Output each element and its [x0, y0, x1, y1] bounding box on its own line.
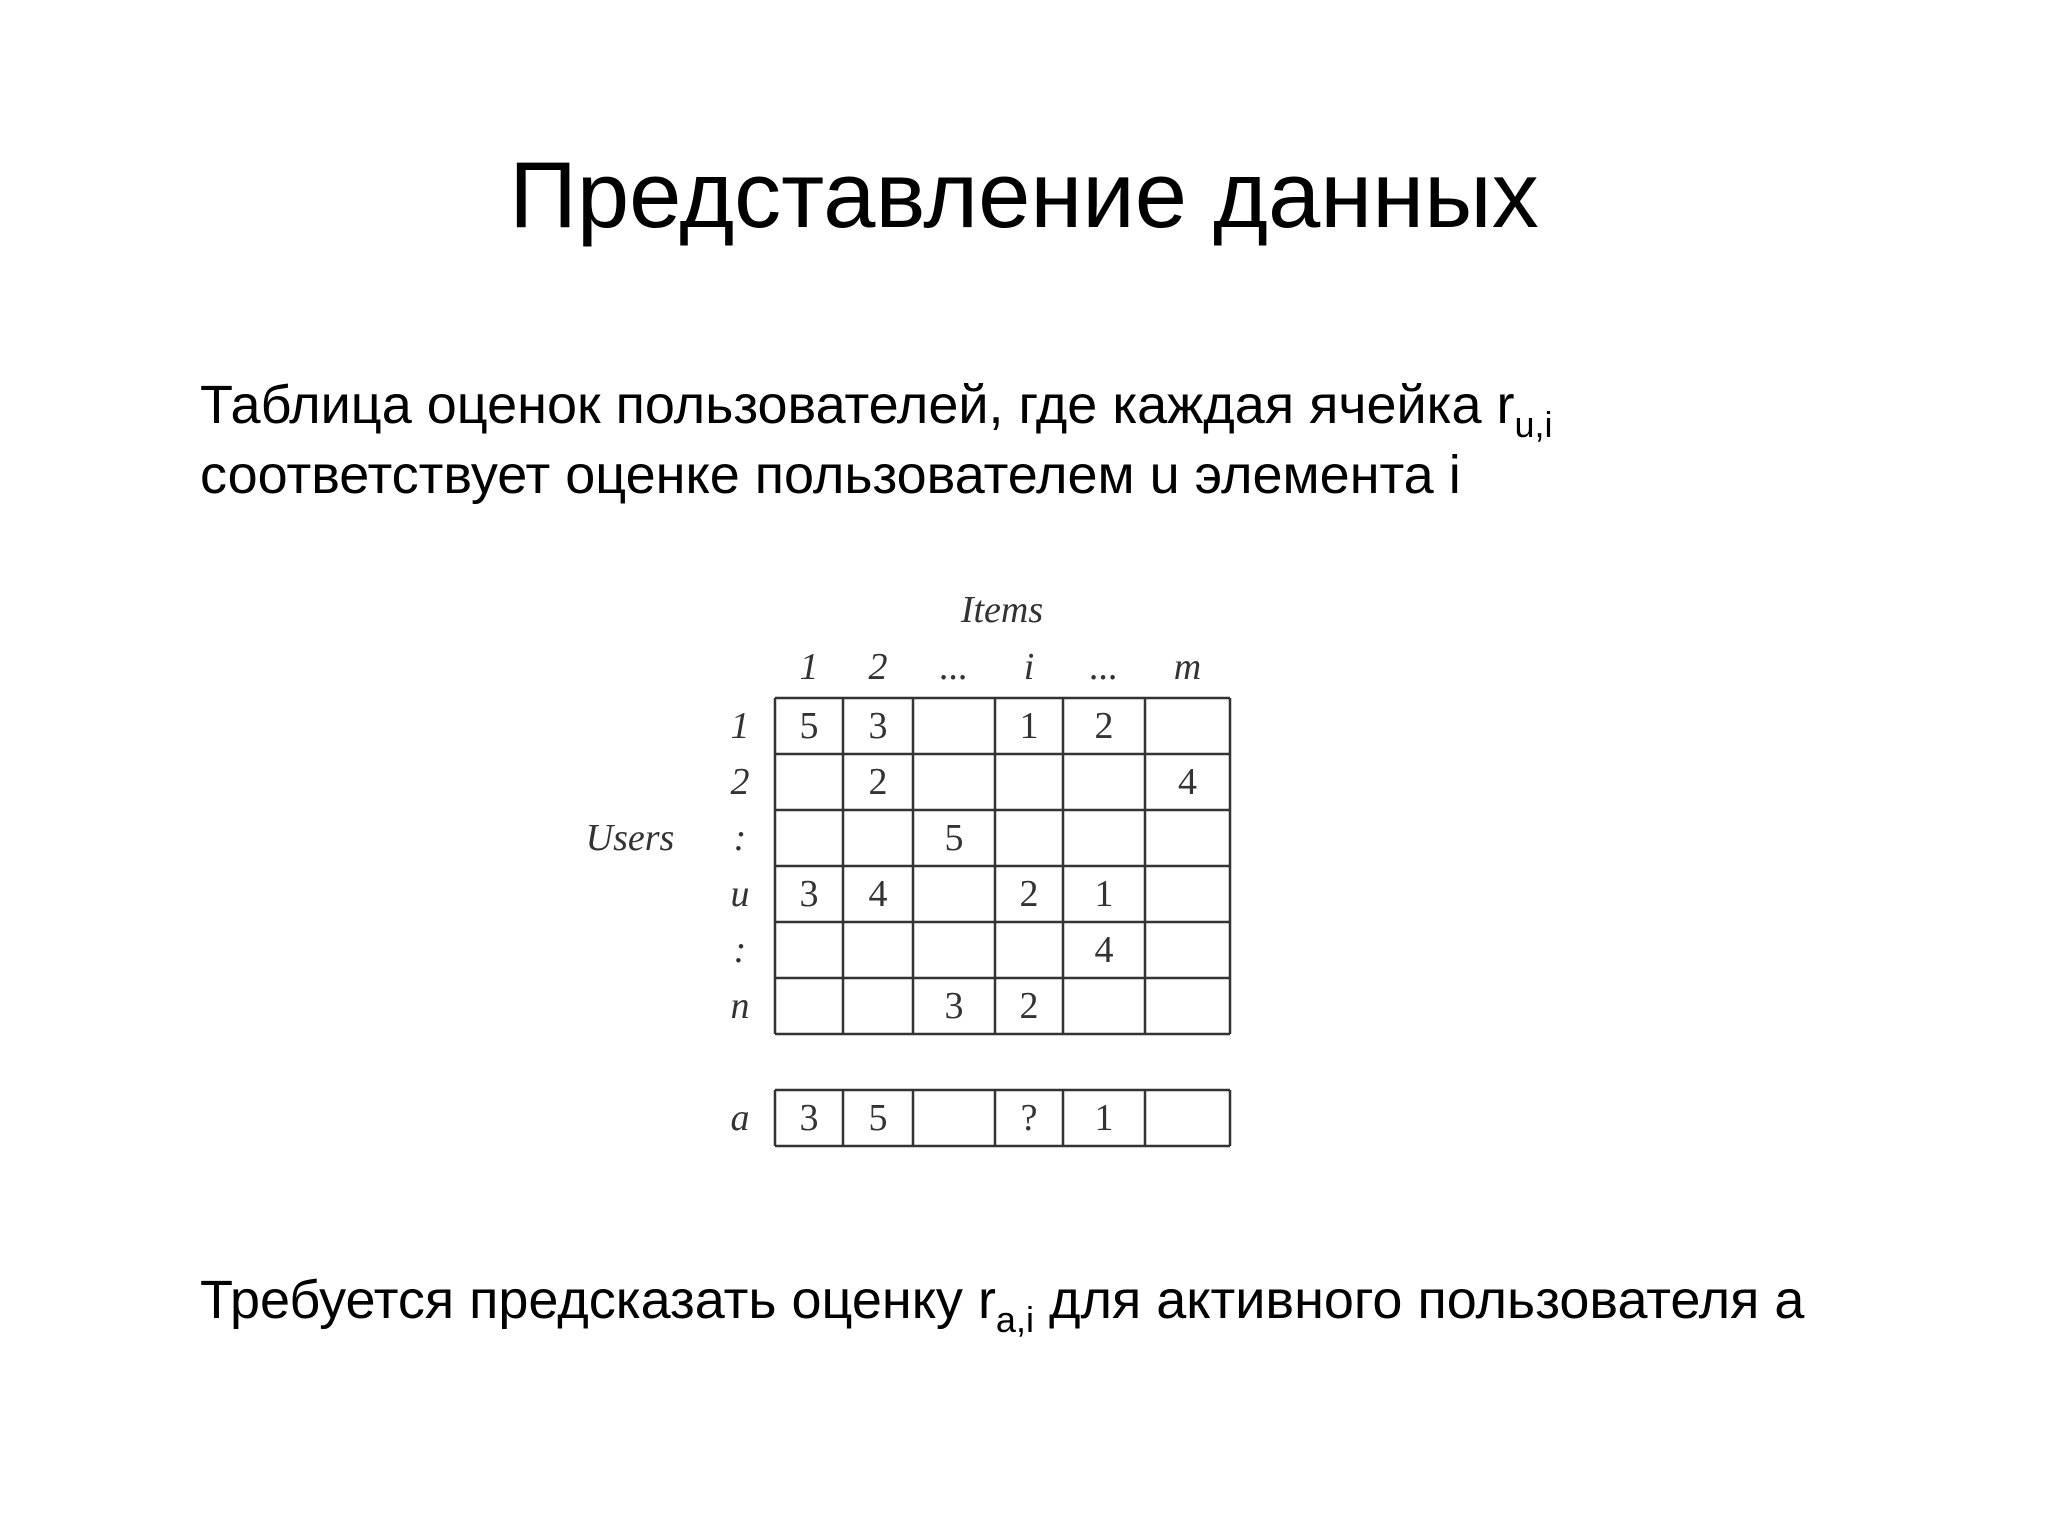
rating-cell-value: 2: [1019, 873, 1039, 915]
column-label: ...: [1089, 646, 1119, 688]
bottom-subscript: a,i: [995, 1299, 1034, 1340]
rating-cell-value: 2: [1019, 985, 1039, 1027]
active-rating-value: 3: [799, 1097, 819, 1139]
active-row-label: a: [730, 1097, 750, 1139]
intro-line-2: соответствует оценке пользователем u элемента i: [200, 445, 1461, 505]
row-label: :: [733, 817, 747, 859]
bottom-text-after: для активного пользователя a: [1033, 1270, 1805, 1330]
rating-matrix-figure: [540, 575, 1260, 1175]
row-label: u: [730, 873, 750, 915]
users-axis-label: Users: [585, 817, 675, 859]
intro-line-1: [200, 370, 1553, 445]
rating-cell-value: 1: [1094, 873, 1114, 915]
slide-title: Представление данных: [509, 142, 1539, 247]
bottom-text: [200, 1265, 1805, 1340]
column-label: m: [1173, 646, 1202, 688]
column-label: i: [1023, 646, 1035, 688]
rating-cell-value: 4: [868, 873, 888, 915]
intro-text: [200, 370, 1553, 510]
row-label: 2: [730, 761, 750, 803]
rating-cell-value: 3: [868, 705, 888, 747]
rating-cell-value: 5: [944, 817, 964, 859]
row-label: n: [730, 985, 750, 1027]
active-rating-value: 5: [868, 1097, 888, 1139]
row-label: 1: [730, 705, 750, 747]
intro-line-1-text: Таблица оценок пользователей, где каждая ячейка r: [200, 375, 1515, 435]
column-label: ...: [939, 646, 969, 688]
rating-cell-value: 2: [1094, 705, 1114, 747]
column-label: 1: [799, 646, 819, 688]
bottom-text-before: Требуется предсказать оценку r: [200, 1270, 996, 1330]
rating-cell-value: 5: [799, 705, 819, 747]
active-rating-value: 1: [1094, 1097, 1114, 1139]
rating-cell-value: 4: [1178, 761, 1197, 803]
rating-cell-value: 1: [1019, 705, 1039, 747]
intro-subscript: u,i: [1514, 404, 1553, 445]
items-axis-label: Items: [960, 589, 1044, 631]
rating-cell-value: 2: [868, 761, 888, 803]
rating-matrix-svg: [540, 575, 1260, 1175]
rating-cell-value: 3: [944, 985, 964, 1027]
active-rating-value: ?: [1020, 1097, 1038, 1139]
row-label: :: [733, 929, 747, 971]
column-label: 2: [868, 646, 888, 688]
rating-cell-value: 4: [1094, 929, 1114, 971]
rating-cell-value: 3: [799, 873, 819, 915]
